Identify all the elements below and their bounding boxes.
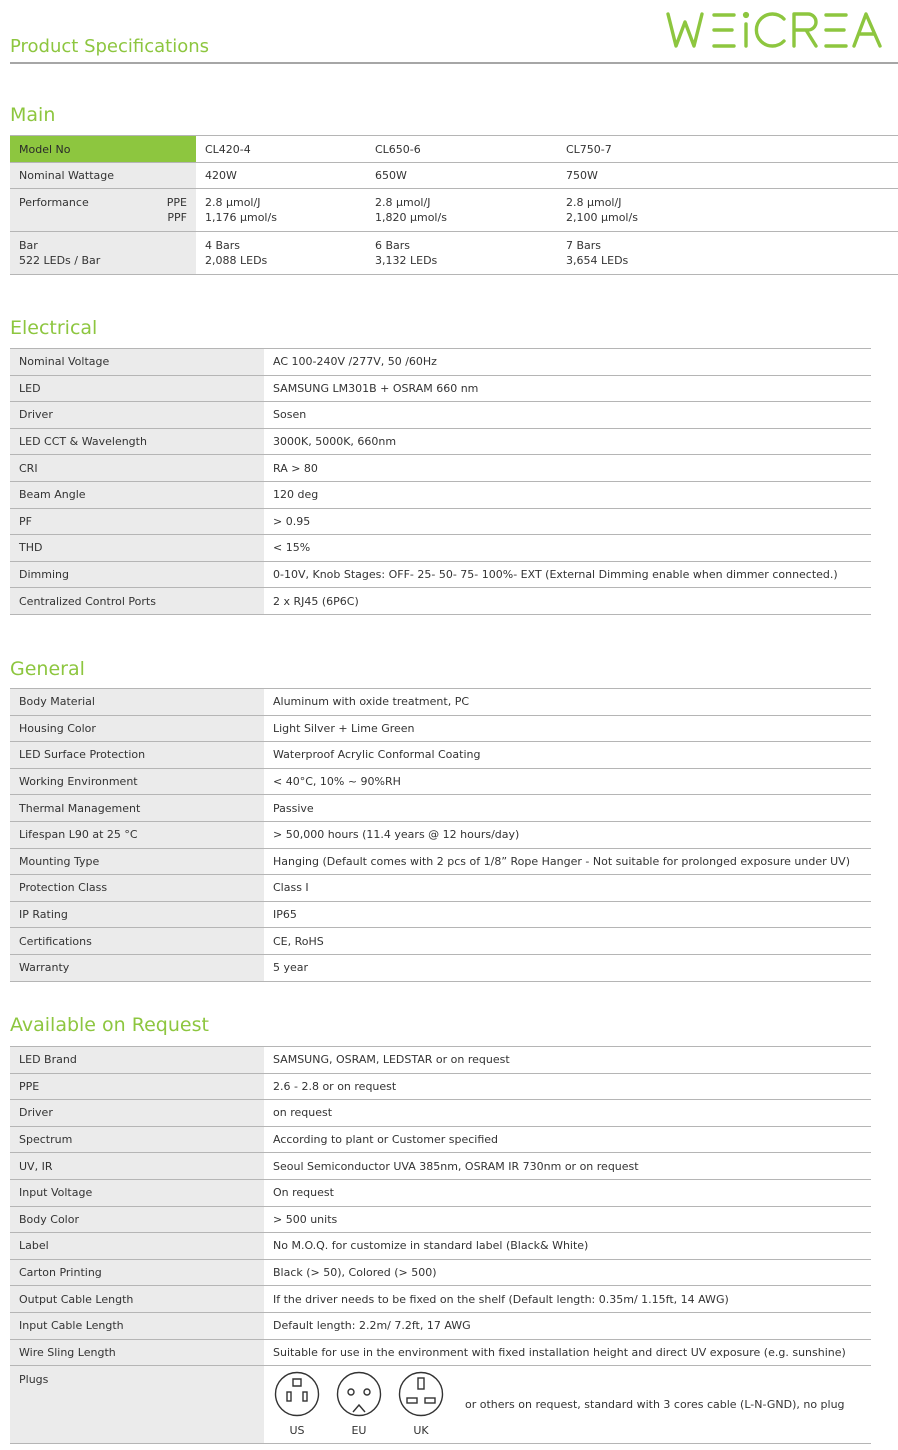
performance-cell: 2.8 µmol/J 1,820 µmol/s [366,189,557,232]
spec-label: Lifespan L90 at 25 °C [10,821,264,848]
table-row [10,588,871,615]
plug-eu-icon [336,1371,382,1417]
table-row [10,1286,871,1313]
table-row [10,508,871,535]
spec-label: Centralized Control Ports [10,588,264,615]
spec-value: CE, RoHS [264,928,871,955]
section-title-electrical: Electrical [10,317,98,339]
table-row [10,821,871,848]
bar-cell: 7 Bars 3,654 LEDs [557,232,898,275]
table-row [10,1073,871,1100]
spec-label: PPE [10,1073,264,1100]
section-title-main: Main [10,104,56,126]
spec-value: No M.O.Q. for customize in standard label (Black& White) [264,1233,871,1260]
table-row [10,1312,871,1339]
table-row [10,901,871,928]
ppf-key: PPF [167,211,187,224]
performance-label: Performance [19,196,89,209]
spec-label: Dimming [10,561,264,588]
plug-eu: EU [335,1371,383,1438]
spec-value: 2 x RJ45 (6P6C) [264,588,871,615]
spec-value: > 0.95 [264,508,871,535]
performance-label-cell [10,189,196,232]
spec-value: RA > 80 [264,455,871,482]
spec-label: Plugs [10,1366,264,1444]
spec-label: Body Color [10,1206,264,1233]
table-row [10,1259,871,1286]
spec-value: SAMSUNG, OSRAM, LEDSTAR or on request [264,1047,871,1074]
model-cell: CL750-7 [557,136,898,163]
table-row [10,455,871,482]
spec-value: Sosen [264,402,871,429]
spec-label: Driver [10,1100,264,1127]
spec-label: THD [10,535,264,562]
table-row [10,136,898,163]
model-cell: CL420-4 [196,136,366,163]
table-row [10,402,871,429]
table-row [10,1179,871,1206]
table-row [10,742,871,769]
spec-label: Output Cable Length [10,1286,264,1313]
table-row [10,1233,871,1260]
spec-value: < 40°C, 10% ~ 90%RH [264,768,871,795]
table-row [10,715,871,742]
spec-label: Thermal Management [10,795,264,822]
spec-value: IP65 [264,901,871,928]
spec-label: Driver [10,402,264,429]
plug-uk-icon [398,1371,444,1417]
spec-value: Hanging (Default comes with 2 pcs of 1/8” Rope Hanger - Not suitable for prolonged exposure under UV) [264,848,871,875]
spec-value: Light Silver + Lime Green [264,715,871,742]
wattage-cell: 420W [196,163,366,189]
spec-label: Mounting Type [10,848,264,875]
spec-label: Body Material [10,689,264,716]
spec-label: Input Voltage [10,1179,264,1206]
table-row [10,848,871,875]
performance-cell: 2.8 µmol/J 2,100 µmol/s [557,189,898,232]
spec-label: Nominal Voltage [10,349,264,376]
table-row [10,349,871,376]
table-row [10,163,898,189]
spec-value: 2.6 - 2.8 or on request [264,1073,871,1100]
spec-label: Input Cable Length [10,1312,264,1339]
performance-cell: 2.8 µmol/J 1,176 µmol/s [196,189,366,232]
request-spec-table [10,1046,871,1444]
bar-cell: 6 Bars 3,132 LEDs [366,232,557,275]
plugs-note: or others on request, standard with 3 cores cable (L-N-GND), no plug [465,1398,845,1412]
spec-value: 120 deg [264,481,871,508]
table-row [10,561,871,588]
table-row-plugs [10,1366,871,1444]
section-title-request: Available on Request [10,1014,209,1036]
spec-value: 3000K, 5000K, 660nm [264,428,871,455]
spec-value: If the driver needs to be fixed on the shelf (Default length: 0.35m/ 1.15ft, 14 AWG) [264,1286,871,1313]
table-row [10,928,871,955]
spec-label: LED [10,375,264,402]
table-row [10,189,898,232]
spec-label: LED Surface Protection [10,742,264,769]
main-spec-table [10,135,898,275]
spec-value: 0-10V, Knob Stages: OFF- 25- 50- 75- 100%- EXT (External Dimming enable when dimmer connected.) [264,561,871,588]
spec-label: Carton Printing [10,1259,264,1286]
spec-value: Class I [264,875,871,902]
spec-value: AC 100-240V /277V, 50 /60Hz [264,349,871,376]
table-row [10,535,871,562]
spec-label: Label [10,1233,264,1260]
table-row [10,1153,871,1180]
spec-label: UV, IR [10,1153,264,1180]
section-title-general: General [10,658,85,680]
table-row [10,1206,871,1233]
plugs-value [264,1366,871,1444]
spec-label: CRI [10,455,264,482]
spec-label: Certifications [10,928,264,955]
table-row [10,689,871,716]
spec-value: 5 year [264,954,871,981]
wattage-cell: 650W [366,163,557,189]
spec-label: IP Rating [10,901,264,928]
ppe-key: PPE [166,196,187,209]
page-title: Product Specifications [10,36,210,57]
spec-value: On request [264,1179,871,1206]
bar-sublabel: 522 LEDs / Bar [19,254,101,267]
spec-label: Warranty [10,954,264,981]
table-row [10,795,871,822]
electrical-spec-table [10,348,871,615]
wattage-cell: 750W [557,163,898,189]
table-row [10,1100,871,1127]
bar-label-cell [10,232,196,275]
plug-uk: UK [397,1371,445,1438]
spec-label: LED CCT & Wavelength [10,428,264,455]
table-row [10,768,871,795]
spec-value: Black (> 50), Colored (> 500) [264,1259,871,1286]
spec-value: < 15% [264,535,871,562]
table-row [10,232,898,275]
spec-value: > 50,000 hours (11.4 years @ 12 hours/day) [264,821,871,848]
spec-value: SAMSUNG LM301B + OSRAM 660 nm [264,375,871,402]
spec-label: Protection Class [10,875,264,902]
model-cell: CL650-6 [366,136,557,163]
spec-label: Working Environment [10,768,264,795]
table-row [10,875,871,902]
table-row [10,428,871,455]
table-row [10,1126,871,1153]
table-row [10,954,871,981]
spec-value: Seoul Semiconductor UVA 385nm, OSRAM IR 730nm or on request [264,1153,871,1180]
spec-value: > 500 units [264,1206,871,1233]
spec-label: Wire Sling Length [10,1339,264,1366]
plug-us: US [273,1371,321,1438]
spec-value: Aluminum with oxide treatment, PC [264,689,871,716]
spec-value: Suitable for use in the environment with fixed installation height and direct UV exposure (e.g. sunshine) [264,1339,871,1366]
table-row [10,481,871,508]
spec-value: on request [264,1100,871,1127]
spec-value: Default length: 2.2m/ 7.2ft, 17 AWG [264,1312,871,1339]
spec-value: Passive [264,795,871,822]
wattage-label: Nominal Wattage [10,163,196,189]
spec-value: Waterproof Acrylic Conformal Coating [264,742,871,769]
weicrea-logo [666,8,884,54]
bar-label: Bar [19,239,38,252]
table-row [10,1339,871,1366]
spec-label: LED Brand [10,1047,264,1074]
general-spec-table [10,688,871,982]
table-row [10,1047,871,1074]
plug-us-icon [274,1371,320,1417]
spec-label: Housing Color [10,715,264,742]
spec-label: PF [10,508,264,535]
table-row [10,375,871,402]
model-no-label: Model No [10,136,196,163]
spec-label: Beam Angle [10,481,264,508]
spec-value: According to plant or Customer specified [264,1126,871,1153]
spec-label: Spectrum [10,1126,264,1153]
bar-cell: 4 Bars 2,088 LEDs [196,232,366,275]
page-header [10,0,898,64]
